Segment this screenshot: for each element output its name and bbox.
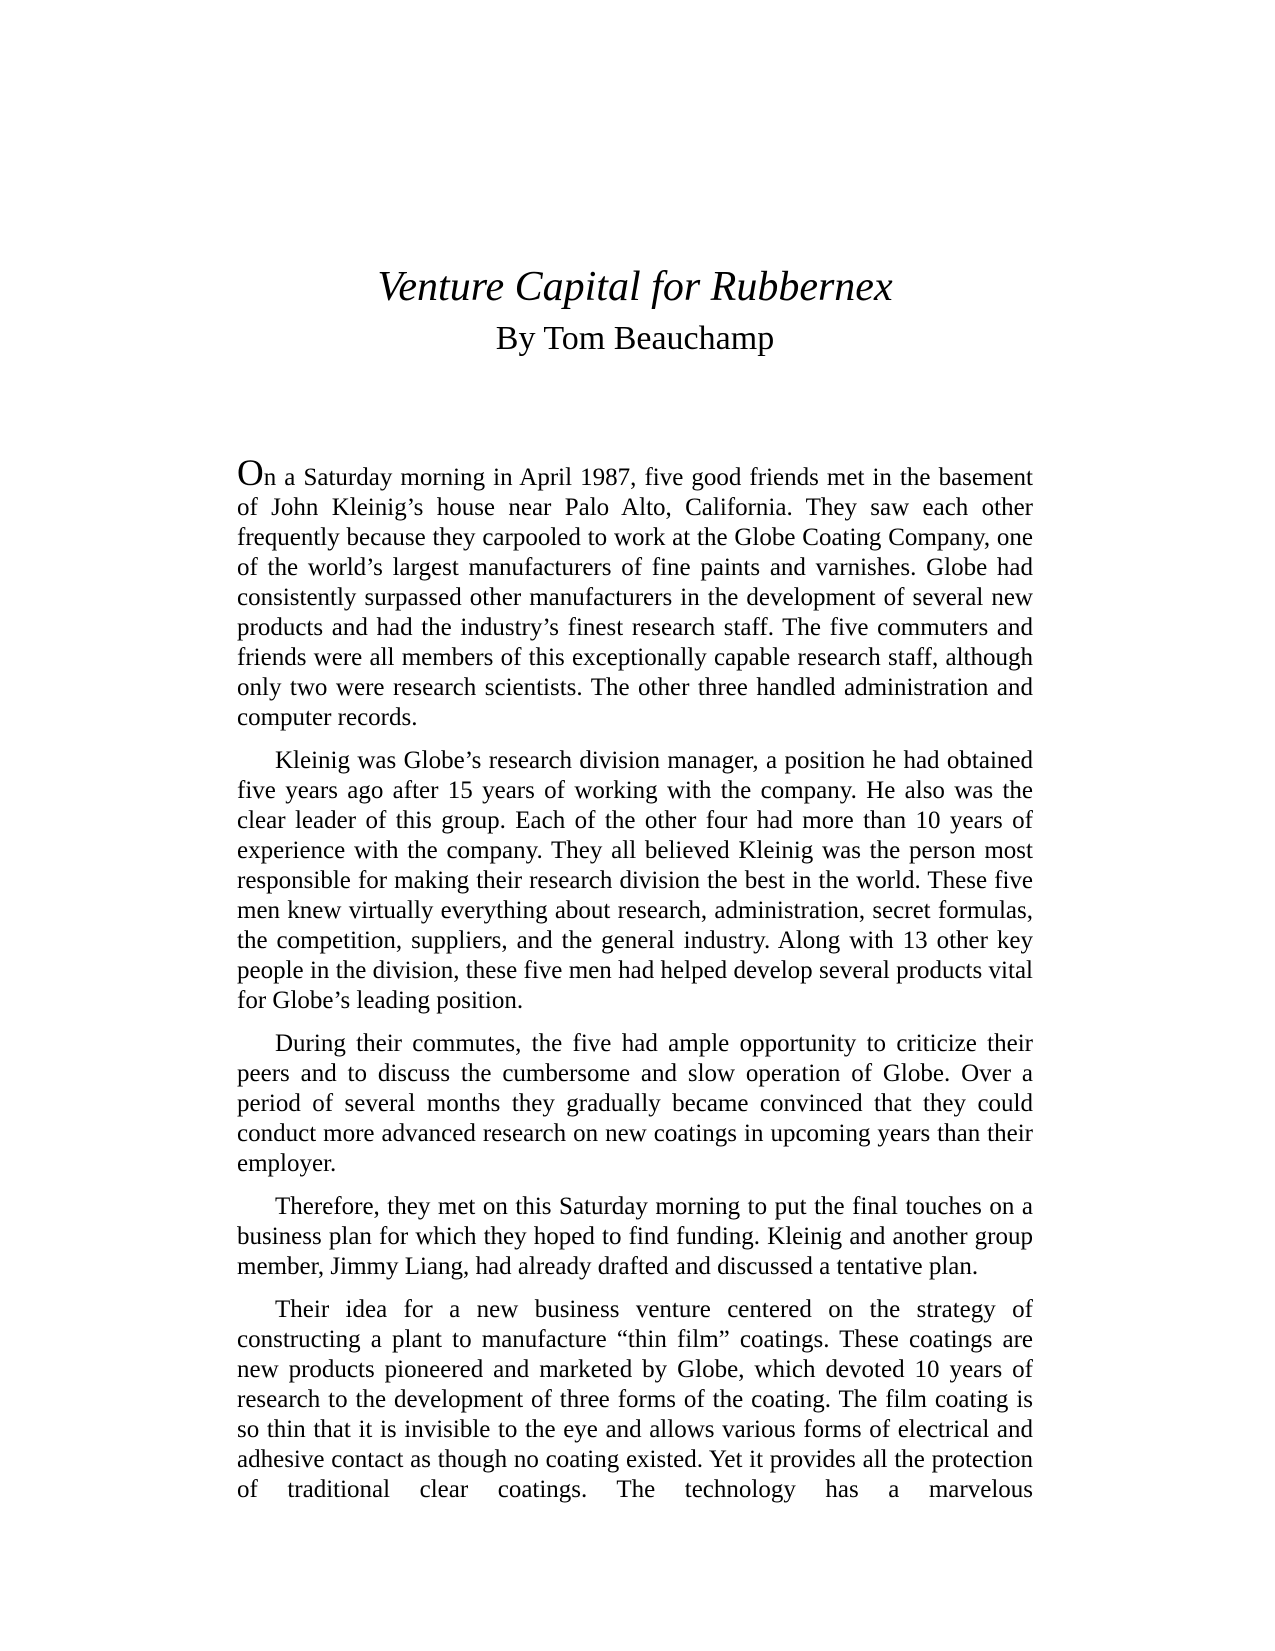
byline: By Tom Beauchamp [495, 320, 775, 357]
page-title: Venture Capital for Rubbernex [377, 264, 893, 310]
paragraph-1-text: n a Saturday morning in April 1987, five good friends met in the basement of John Kleinig’s house near Palo Alto, California. They saw each other frequently because they carpooled to work at the Globe Coating Company, one of the world’s largest manufacturers of fine paints and varnishes. Globe had consistently surpassed other manufacturers in the development of several new products and had the industry’s finest research staff. The five commuters and friends were all members of this exceptionally capable research staff, although only two were research scientists. The other three handled administration and computer records. [237, 464, 1033, 731]
paragraph-2: Kleinig was Globe’s research division manager, a position he had obtained five years ago after 15 years of working with the company. He also was the clear leader of this group. Each of the other four had more than 10 years of experience with the company. They all believed Kleinig was the person most responsible for making their research division the best in the world. These five men knew virtually everything about research, administration, secret formulas, the competition, suppliers, and the general industry. Along with 13 other key people in the division, these five men had helped develop several products vital for Globe’s leading position. [237, 747, 1033, 1014]
paragraph-5: Their idea for a new business venture centered on the strategy of constructing a plant to manufacture “thin film” coatings. These coatings are new products pioneered and marketed by Globe, which devoted 10 years of research to the development of three forms of the coating. The film coating is so thin that it is invisible to the eye and allows various forms of electrical and adhesive contact as though no coating existed. Yet it provides all the protection of traditional clear coatings. The technology has a marvelous [237, 1296, 1033, 1503]
paragraph-1 [237, 453, 1033, 733]
paragraph-4: Therefore, they met on this Saturday morning to put the final touches on a business plan for which they hoped to find funding. Kleinig and another group member, Jimmy Liang, had already drafted and discussed a tentative plan. [237, 1193, 1033, 1280]
initial-capital: O [237, 453, 264, 494]
document-body [237, 453, 1033, 1505]
text-column [237, 0, 1033, 1505]
paragraph-3: During their commutes, the five had ample opportunity to criticize their peers and to discuss the cumbersome and slow operation of Globe. Over a period of several months they gradually became convinced that they could conduct more advanced research on new coatings in upcoming years than their employer. [237, 1030, 1033, 1177]
